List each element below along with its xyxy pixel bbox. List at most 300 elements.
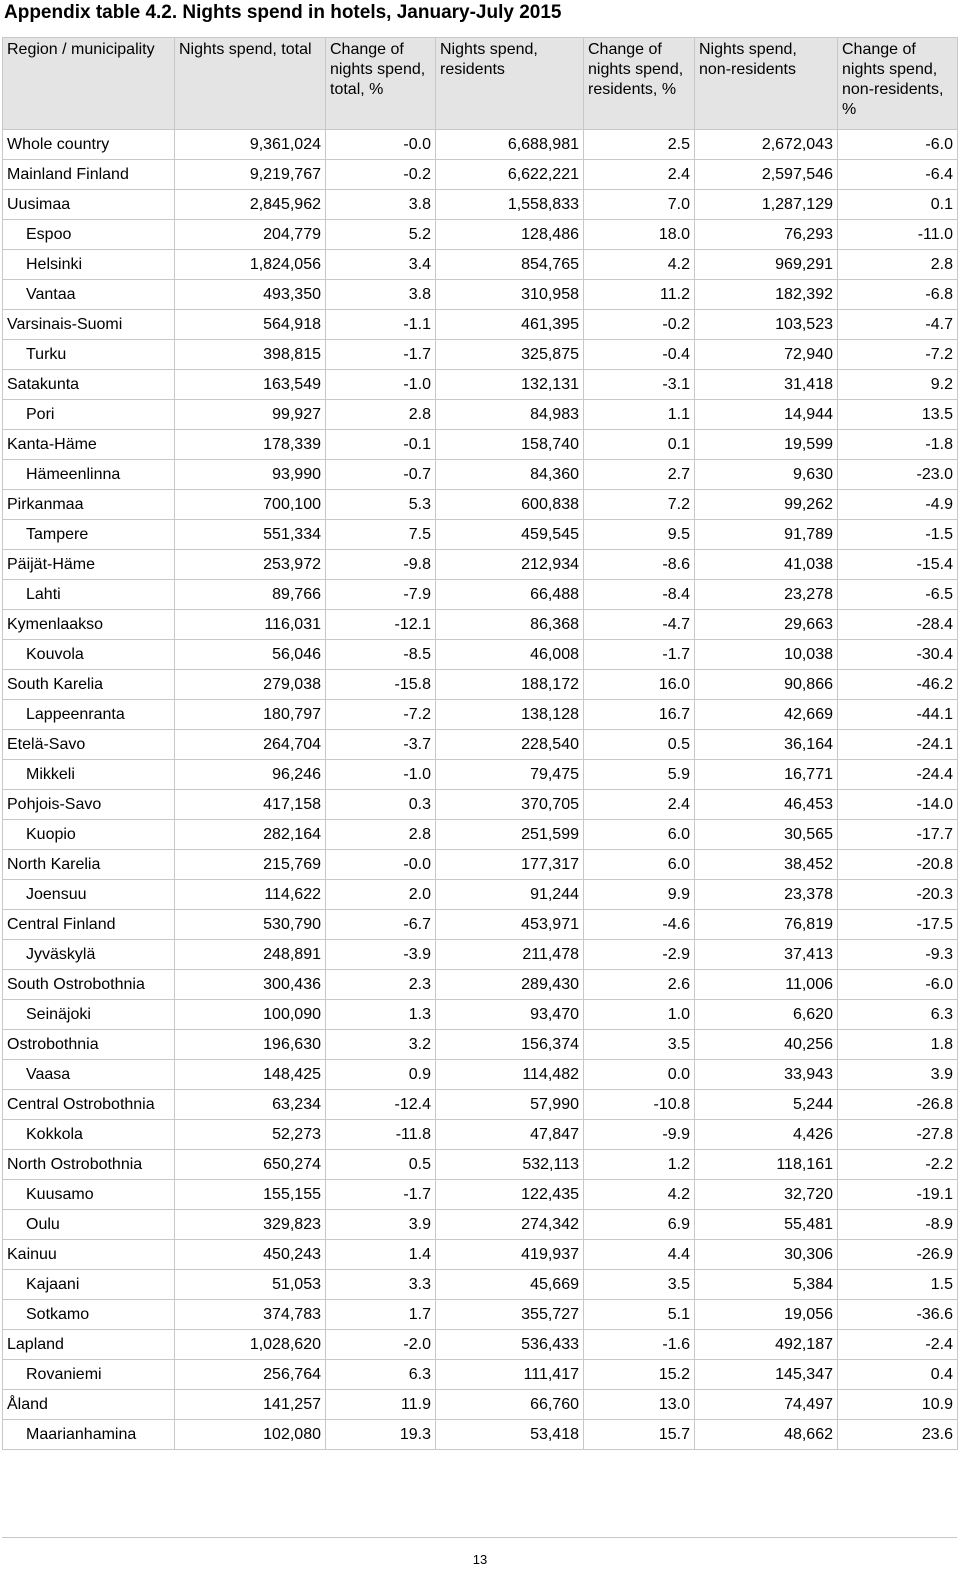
cell-change-non-residents: 13.5 bbox=[838, 400, 958, 430]
cell-change-residents: 6.0 bbox=[584, 820, 695, 850]
cell-nights-residents: 325,875 bbox=[436, 340, 584, 370]
cell-change-residents: -4.6 bbox=[584, 910, 695, 940]
cell-nights-residents: 854,765 bbox=[436, 250, 584, 280]
cell-nights-non-residents: 2,672,043 bbox=[695, 130, 838, 160]
cell-nights-non-residents: 6,620 bbox=[695, 1000, 838, 1030]
cell-nights-residents: 47,847 bbox=[436, 1120, 584, 1150]
cell-nights-total: 52,273 bbox=[175, 1120, 326, 1150]
cell-nights-non-residents: 38,452 bbox=[695, 850, 838, 880]
cell-change-total: 7.5 bbox=[326, 520, 436, 550]
cell-change-total: -0.1 bbox=[326, 430, 436, 460]
table-row bbox=[3, 1210, 958, 1240]
cell-region-name: Kuopio bbox=[3, 820, 175, 850]
cell-nights-total: 116,031 bbox=[175, 610, 326, 640]
cell-nights-residents: 251,599 bbox=[436, 820, 584, 850]
cell-change-residents: 9.5 bbox=[584, 520, 695, 550]
cell-region-name: Kouvola bbox=[3, 640, 175, 670]
cell-region-name: Varsinais-Suomi bbox=[3, 310, 175, 340]
cell-nights-residents: 84,983 bbox=[436, 400, 584, 430]
cell-change-total: -8.5 bbox=[326, 640, 436, 670]
cell-change-total: 5.2 bbox=[326, 220, 436, 250]
cell-region-name: Central Ostrobothnia bbox=[3, 1090, 175, 1120]
table-row bbox=[3, 280, 958, 310]
cell-change-total: -3.9 bbox=[326, 940, 436, 970]
cell-region-name: Mikkeli bbox=[3, 760, 175, 790]
table-row bbox=[3, 730, 958, 760]
cell-change-total: 3.3 bbox=[326, 1270, 436, 1300]
cell-nights-non-residents: 182,392 bbox=[695, 280, 838, 310]
cell-nights-non-residents: 145,347 bbox=[695, 1360, 838, 1390]
cell-change-non-residents: -2.4 bbox=[838, 1330, 958, 1360]
cell-nights-non-residents: 103,523 bbox=[695, 310, 838, 340]
cell-region-name: Rovaniemi bbox=[3, 1360, 175, 1390]
cell-nights-total: 163,549 bbox=[175, 370, 326, 400]
cell-change-residents: 18.0 bbox=[584, 220, 695, 250]
table-header-row bbox=[3, 38, 958, 130]
cell-nights-total: 180,797 bbox=[175, 700, 326, 730]
cell-nights-total: 102,080 bbox=[175, 1420, 326, 1450]
nights-spend-table bbox=[2, 37, 958, 1450]
cell-region-name: North Ostrobothnia bbox=[3, 1150, 175, 1180]
cell-nights-residents: 453,971 bbox=[436, 910, 584, 940]
cell-change-non-residents: 10.9 bbox=[838, 1390, 958, 1420]
column-header-nights-residents: Nights spend, residents bbox=[436, 38, 584, 130]
table-row bbox=[3, 1090, 958, 1120]
cell-change-residents: 16.7 bbox=[584, 700, 695, 730]
cell-change-residents: 5.1 bbox=[584, 1300, 695, 1330]
cell-change-non-residents: -1.8 bbox=[838, 430, 958, 460]
table-row bbox=[3, 700, 958, 730]
table-row bbox=[3, 250, 958, 280]
cell-region-name: North Karelia bbox=[3, 850, 175, 880]
cell-nights-non-residents: 30,565 bbox=[695, 820, 838, 850]
cell-nights-residents: 310,958 bbox=[436, 280, 584, 310]
table-title: Appendix table 4.2. Nights spend in hotels, January-July 2015 bbox=[4, 2, 562, 23]
cell-nights-total: 248,891 bbox=[175, 940, 326, 970]
cell-region-name: Central Finland bbox=[3, 910, 175, 940]
cell-change-non-residents: -6.4 bbox=[838, 160, 958, 190]
cell-change-residents: 2.6 bbox=[584, 970, 695, 1000]
cell-change-non-residents: -4.9 bbox=[838, 490, 958, 520]
cell-nights-total: 650,274 bbox=[175, 1150, 326, 1180]
cell-region-name: Jyväskylä bbox=[3, 940, 175, 970]
cell-nights-residents: 86,368 bbox=[436, 610, 584, 640]
cell-nights-non-residents: 37,413 bbox=[695, 940, 838, 970]
cell-change-non-residents: -11.0 bbox=[838, 220, 958, 250]
table-row bbox=[3, 1000, 958, 1030]
cell-nights-total: 96,246 bbox=[175, 760, 326, 790]
cell-change-total: 3.2 bbox=[326, 1030, 436, 1060]
cell-nights-residents: 1,558,833 bbox=[436, 190, 584, 220]
table-row bbox=[3, 1240, 958, 1270]
cell-nights-non-residents: 19,056 bbox=[695, 1300, 838, 1330]
cell-nights-non-residents: 23,378 bbox=[695, 880, 838, 910]
cell-change-total: 1.3 bbox=[326, 1000, 436, 1030]
table-row bbox=[3, 430, 958, 460]
cell-change-total: -0.0 bbox=[326, 850, 436, 880]
cell-nights-total: 63,234 bbox=[175, 1090, 326, 1120]
cell-nights-non-residents: 11,006 bbox=[695, 970, 838, 1000]
cell-region-name: Oulu bbox=[3, 1210, 175, 1240]
cell-change-residents: 7.2 bbox=[584, 490, 695, 520]
cell-region-name: Ostrobothnia bbox=[3, 1030, 175, 1060]
cell-change-residents: 3.5 bbox=[584, 1030, 695, 1060]
table-row bbox=[3, 670, 958, 700]
cell-change-non-residents: 3.9 bbox=[838, 1060, 958, 1090]
table-row bbox=[3, 160, 958, 190]
cell-nights-non-residents: 9,630 bbox=[695, 460, 838, 490]
cell-change-residents: 13.0 bbox=[584, 1390, 695, 1420]
cell-change-non-residents: -4.7 bbox=[838, 310, 958, 340]
cell-region-name: Kymenlaakso bbox=[3, 610, 175, 640]
table-row bbox=[3, 1030, 958, 1060]
cell-change-non-residents: 1.5 bbox=[838, 1270, 958, 1300]
table-row bbox=[3, 910, 958, 940]
cell-nights-total: 100,090 bbox=[175, 1000, 326, 1030]
cell-nights-total: 9,219,767 bbox=[175, 160, 326, 190]
cell-region-name: Hämeenlinna bbox=[3, 460, 175, 490]
cell-change-non-residents: -17.5 bbox=[838, 910, 958, 940]
table-row bbox=[3, 790, 958, 820]
cell-region-name: Lappeenranta bbox=[3, 700, 175, 730]
table-row bbox=[3, 760, 958, 790]
cell-change-total: 2.0 bbox=[326, 880, 436, 910]
cell-change-non-residents: -20.3 bbox=[838, 880, 958, 910]
cell-change-residents: 5.9 bbox=[584, 760, 695, 790]
cell-nights-total: 141,257 bbox=[175, 1390, 326, 1420]
cell-nights-residents: 188,172 bbox=[436, 670, 584, 700]
table-row bbox=[3, 490, 958, 520]
cell-nights-residents: 419,937 bbox=[436, 1240, 584, 1270]
cell-change-total: -1.7 bbox=[326, 340, 436, 370]
cell-change-residents: -4.7 bbox=[584, 610, 695, 640]
cell-nights-non-residents: 19,599 bbox=[695, 430, 838, 460]
cell-nights-total: 253,972 bbox=[175, 550, 326, 580]
cell-nights-residents: 355,727 bbox=[436, 1300, 584, 1330]
cell-change-non-residents: -36.6 bbox=[838, 1300, 958, 1330]
cell-nights-non-residents: 2,597,546 bbox=[695, 160, 838, 190]
cell-nights-residents: 138,128 bbox=[436, 700, 584, 730]
cell-nights-residents: 228,540 bbox=[436, 730, 584, 760]
cell-nights-residents: 289,430 bbox=[436, 970, 584, 1000]
table-row bbox=[3, 190, 958, 220]
cell-change-residents: 6.0 bbox=[584, 850, 695, 880]
cell-region-name: Joensuu bbox=[3, 880, 175, 910]
cell-nights-residents: 212,934 bbox=[436, 550, 584, 580]
cell-nights-non-residents: 30,306 bbox=[695, 1240, 838, 1270]
cell-nights-residents: 536,433 bbox=[436, 1330, 584, 1360]
table-body bbox=[3, 130, 958, 1450]
cell-change-residents: -8.6 bbox=[584, 550, 695, 580]
cell-change-total: -1.1 bbox=[326, 310, 436, 340]
cell-change-total: -1.0 bbox=[326, 760, 436, 790]
cell-change-total: -1.0 bbox=[326, 370, 436, 400]
cell-nights-non-residents: 118,161 bbox=[695, 1150, 838, 1180]
cell-region-name: Sotkamo bbox=[3, 1300, 175, 1330]
cell-region-name: South Karelia bbox=[3, 670, 175, 700]
table-row bbox=[3, 1180, 958, 1210]
cell-change-residents: 15.7 bbox=[584, 1420, 695, 1450]
cell-nights-residents: 132,131 bbox=[436, 370, 584, 400]
cell-nights-total: 551,334 bbox=[175, 520, 326, 550]
cell-change-non-residents: -6.8 bbox=[838, 280, 958, 310]
cell-change-total: -11.8 bbox=[326, 1120, 436, 1150]
table-row bbox=[3, 130, 958, 160]
cell-nights-residents: 370,705 bbox=[436, 790, 584, 820]
cell-nights-non-residents: 969,291 bbox=[695, 250, 838, 280]
cell-nights-total: 450,243 bbox=[175, 1240, 326, 1270]
cell-region-name: Tampere bbox=[3, 520, 175, 550]
cell-change-non-residents: -2.2 bbox=[838, 1150, 958, 1180]
cell-nights-total: 204,779 bbox=[175, 220, 326, 250]
cell-change-total: -2.0 bbox=[326, 1330, 436, 1360]
cell-nights-non-residents: 76,293 bbox=[695, 220, 838, 250]
table-row bbox=[3, 550, 958, 580]
cell-change-residents: 4.2 bbox=[584, 250, 695, 280]
cell-change-non-residents: -14.0 bbox=[838, 790, 958, 820]
cell-region-name: Pohjois-Savo bbox=[3, 790, 175, 820]
cell-nights-total: 9,361,024 bbox=[175, 130, 326, 160]
cell-change-residents: 4.2 bbox=[584, 1180, 695, 1210]
table-row bbox=[3, 1060, 958, 1090]
cell-change-residents: 1.2 bbox=[584, 1150, 695, 1180]
cell-change-residents: 0.0 bbox=[584, 1060, 695, 1090]
cell-nights-residents: 156,374 bbox=[436, 1030, 584, 1060]
cell-change-non-residents: -20.8 bbox=[838, 850, 958, 880]
cell-region-name: Whole country bbox=[3, 130, 175, 160]
cell-region-name: Vantaa bbox=[3, 280, 175, 310]
table-row bbox=[3, 1360, 958, 1390]
cell-nights-non-residents: 36,164 bbox=[695, 730, 838, 760]
cell-change-total: 1.7 bbox=[326, 1300, 436, 1330]
table-row bbox=[3, 1150, 958, 1180]
cell-nights-non-residents: 1,287,129 bbox=[695, 190, 838, 220]
cell-nights-total: 56,046 bbox=[175, 640, 326, 670]
column-header-region: Region / municipality bbox=[3, 38, 175, 130]
cell-change-non-residents: -23.0 bbox=[838, 460, 958, 490]
cell-change-non-residents: -24.4 bbox=[838, 760, 958, 790]
cell-change-total: 0.3 bbox=[326, 790, 436, 820]
cell-change-total: 3.8 bbox=[326, 280, 436, 310]
cell-nights-residents: 122,435 bbox=[436, 1180, 584, 1210]
cell-nights-residents: 66,760 bbox=[436, 1390, 584, 1420]
cell-change-total: -6.7 bbox=[326, 910, 436, 940]
cell-region-name: Maarianhamina bbox=[3, 1420, 175, 1450]
cell-change-total: 0.5 bbox=[326, 1150, 436, 1180]
cell-region-name: Etelä-Savo bbox=[3, 730, 175, 760]
table-row bbox=[3, 520, 958, 550]
cell-nights-non-residents: 74,497 bbox=[695, 1390, 838, 1420]
cell-region-name: Lapland bbox=[3, 1330, 175, 1360]
cell-change-total: -7.9 bbox=[326, 580, 436, 610]
cell-change-total: -1.7 bbox=[326, 1180, 436, 1210]
cell-nights-residents: 6,688,981 bbox=[436, 130, 584, 160]
cell-nights-non-residents: 14,944 bbox=[695, 400, 838, 430]
table-row bbox=[3, 1270, 958, 1300]
cell-change-non-residents: 6.3 bbox=[838, 1000, 958, 1030]
cell-change-residents: -0.2 bbox=[584, 310, 695, 340]
cell-region-name: Kanta-Häme bbox=[3, 430, 175, 460]
cell-change-total: -9.8 bbox=[326, 550, 436, 580]
cell-nights-non-residents: 40,256 bbox=[695, 1030, 838, 1060]
cell-change-non-residents: 23.6 bbox=[838, 1420, 958, 1450]
cell-region-name: Helsinki bbox=[3, 250, 175, 280]
table-row bbox=[3, 310, 958, 340]
cell-change-non-residents: -9.3 bbox=[838, 940, 958, 970]
cell-change-total: 3.4 bbox=[326, 250, 436, 280]
cell-nights-total: 1,824,056 bbox=[175, 250, 326, 280]
cell-change-non-residents: 2.8 bbox=[838, 250, 958, 280]
cell-nights-total: 700,100 bbox=[175, 490, 326, 520]
cell-change-residents: 1.0 bbox=[584, 1000, 695, 1030]
cell-nights-residents: 274,342 bbox=[436, 1210, 584, 1240]
cell-change-total: 2.8 bbox=[326, 820, 436, 850]
cell-nights-residents: 57,990 bbox=[436, 1090, 584, 1120]
cell-change-total: -7.2 bbox=[326, 700, 436, 730]
table-row bbox=[3, 1330, 958, 1360]
cell-region-name: Vaasa bbox=[3, 1060, 175, 1090]
table-row bbox=[3, 880, 958, 910]
cell-change-total: -0.2 bbox=[326, 160, 436, 190]
cell-nights-non-residents: 23,278 bbox=[695, 580, 838, 610]
cell-nights-total: 196,630 bbox=[175, 1030, 326, 1060]
cell-nights-total: 398,815 bbox=[175, 340, 326, 370]
cell-change-total: -15.8 bbox=[326, 670, 436, 700]
cell-change-non-residents: -24.1 bbox=[838, 730, 958, 760]
cell-change-residents: 1.1 bbox=[584, 400, 695, 430]
cell-nights-residents: 46,008 bbox=[436, 640, 584, 670]
cell-change-non-residents: 0.1 bbox=[838, 190, 958, 220]
cell-change-residents: 9.9 bbox=[584, 880, 695, 910]
cell-region-name: Lahti bbox=[3, 580, 175, 610]
cell-region-name: South Ostrobothnia bbox=[3, 970, 175, 1000]
cell-change-residents: 16.0 bbox=[584, 670, 695, 700]
cell-nights-total: 564,918 bbox=[175, 310, 326, 340]
cell-change-residents: -10.8 bbox=[584, 1090, 695, 1120]
cell-change-total: -12.4 bbox=[326, 1090, 436, 1120]
cell-region-name: Mainland Finland bbox=[3, 160, 175, 190]
cell-region-name: Åland bbox=[3, 1390, 175, 1420]
cell-change-total: -0.0 bbox=[326, 130, 436, 160]
cell-change-residents: 0.1 bbox=[584, 430, 695, 460]
cell-change-non-residents: -30.4 bbox=[838, 640, 958, 670]
cell-change-total: 5.3 bbox=[326, 490, 436, 520]
cell-region-name: Päijät-Häme bbox=[3, 550, 175, 580]
cell-change-non-residents: 9.2 bbox=[838, 370, 958, 400]
cell-nights-non-residents: 29,663 bbox=[695, 610, 838, 640]
footer-divider bbox=[2, 1537, 957, 1538]
cell-change-residents: 6.9 bbox=[584, 1210, 695, 1240]
table-row bbox=[3, 1120, 958, 1150]
cell-change-total: 19.3 bbox=[326, 1420, 436, 1450]
cell-region-name: Pori bbox=[3, 400, 175, 430]
table-row bbox=[3, 220, 958, 250]
table-row bbox=[3, 1390, 958, 1420]
cell-nights-total: 215,769 bbox=[175, 850, 326, 880]
cell-change-residents: 11.2 bbox=[584, 280, 695, 310]
cell-change-residents: 7.0 bbox=[584, 190, 695, 220]
cell-change-non-residents: -6.0 bbox=[838, 970, 958, 1000]
cell-nights-residents: 84,360 bbox=[436, 460, 584, 490]
cell-nights-total: 148,425 bbox=[175, 1060, 326, 1090]
column-header-change-non-residents: Change of nights spend, non-residents, % bbox=[838, 38, 958, 130]
cell-change-non-residents: -8.9 bbox=[838, 1210, 958, 1240]
cell-change-total: -0.7 bbox=[326, 460, 436, 490]
cell-nights-non-residents: 492,187 bbox=[695, 1330, 838, 1360]
cell-change-residents: -0.4 bbox=[584, 340, 695, 370]
column-header-nights-total: Nights spend, total bbox=[175, 38, 326, 130]
cell-nights-non-residents: 32,720 bbox=[695, 1180, 838, 1210]
cell-nights-residents: 158,740 bbox=[436, 430, 584, 460]
cell-change-residents: -9.9 bbox=[584, 1120, 695, 1150]
cell-region-name: Kajaani bbox=[3, 1270, 175, 1300]
cell-nights-total: 417,158 bbox=[175, 790, 326, 820]
cell-change-residents: 2.7 bbox=[584, 460, 695, 490]
cell-nights-total: 114,622 bbox=[175, 880, 326, 910]
cell-nights-total: 279,038 bbox=[175, 670, 326, 700]
cell-change-non-residents: -7.2 bbox=[838, 340, 958, 370]
cell-nights-total: 530,790 bbox=[175, 910, 326, 940]
cell-change-non-residents: -26.8 bbox=[838, 1090, 958, 1120]
cell-nights-residents: 600,838 bbox=[436, 490, 584, 520]
cell-change-non-residents: -6.0 bbox=[838, 130, 958, 160]
cell-change-total: 2.8 bbox=[326, 400, 436, 430]
cell-nights-total: 178,339 bbox=[175, 430, 326, 460]
cell-nights-residents: 459,545 bbox=[436, 520, 584, 550]
cell-nights-non-residents: 72,940 bbox=[695, 340, 838, 370]
cell-nights-total: 282,164 bbox=[175, 820, 326, 850]
cell-region-name: Pirkanmaa bbox=[3, 490, 175, 520]
cell-nights-residents: 177,317 bbox=[436, 850, 584, 880]
cell-nights-non-residents: 48,662 bbox=[695, 1420, 838, 1450]
cell-region-name: Kainuu bbox=[3, 1240, 175, 1270]
table-row bbox=[3, 1420, 958, 1450]
cell-region-name: Seinäjoki bbox=[3, 1000, 175, 1030]
cell-nights-total: 89,766 bbox=[175, 580, 326, 610]
cell-change-non-residents: -19.1 bbox=[838, 1180, 958, 1210]
cell-nights-total: 2,845,962 bbox=[175, 190, 326, 220]
cell-region-name: Satakunta bbox=[3, 370, 175, 400]
table-row bbox=[3, 610, 958, 640]
cell-nights-non-residents: 76,819 bbox=[695, 910, 838, 940]
cell-nights-residents: 114,482 bbox=[436, 1060, 584, 1090]
cell-nights-total: 93,990 bbox=[175, 460, 326, 490]
cell-region-name: Turku bbox=[3, 340, 175, 370]
cell-nights-residents: 79,475 bbox=[436, 760, 584, 790]
cell-nights-residents: 93,470 bbox=[436, 1000, 584, 1030]
table-row bbox=[3, 460, 958, 490]
cell-nights-non-residents: 33,943 bbox=[695, 1060, 838, 1090]
table-row bbox=[3, 640, 958, 670]
cell-change-residents: 0.5 bbox=[584, 730, 695, 760]
cell-change-non-residents: -15.4 bbox=[838, 550, 958, 580]
cell-change-residents: -1.6 bbox=[584, 1330, 695, 1360]
cell-change-non-residents: -44.1 bbox=[838, 700, 958, 730]
cell-nights-residents: 111,417 bbox=[436, 1360, 584, 1390]
cell-nights-total: 51,053 bbox=[175, 1270, 326, 1300]
cell-nights-non-residents: 99,262 bbox=[695, 490, 838, 520]
cell-change-total: 0.9 bbox=[326, 1060, 436, 1090]
table-row bbox=[3, 1300, 958, 1330]
table-row bbox=[3, 970, 958, 1000]
cell-change-total: 1.4 bbox=[326, 1240, 436, 1270]
cell-nights-non-residents: 5,244 bbox=[695, 1090, 838, 1120]
table-row bbox=[3, 580, 958, 610]
cell-change-non-residents: -1.5 bbox=[838, 520, 958, 550]
cell-nights-residents: 128,486 bbox=[436, 220, 584, 250]
column-header-change-total: Change of nights spend, total, % bbox=[326, 38, 436, 130]
cell-change-residents: -3.1 bbox=[584, 370, 695, 400]
